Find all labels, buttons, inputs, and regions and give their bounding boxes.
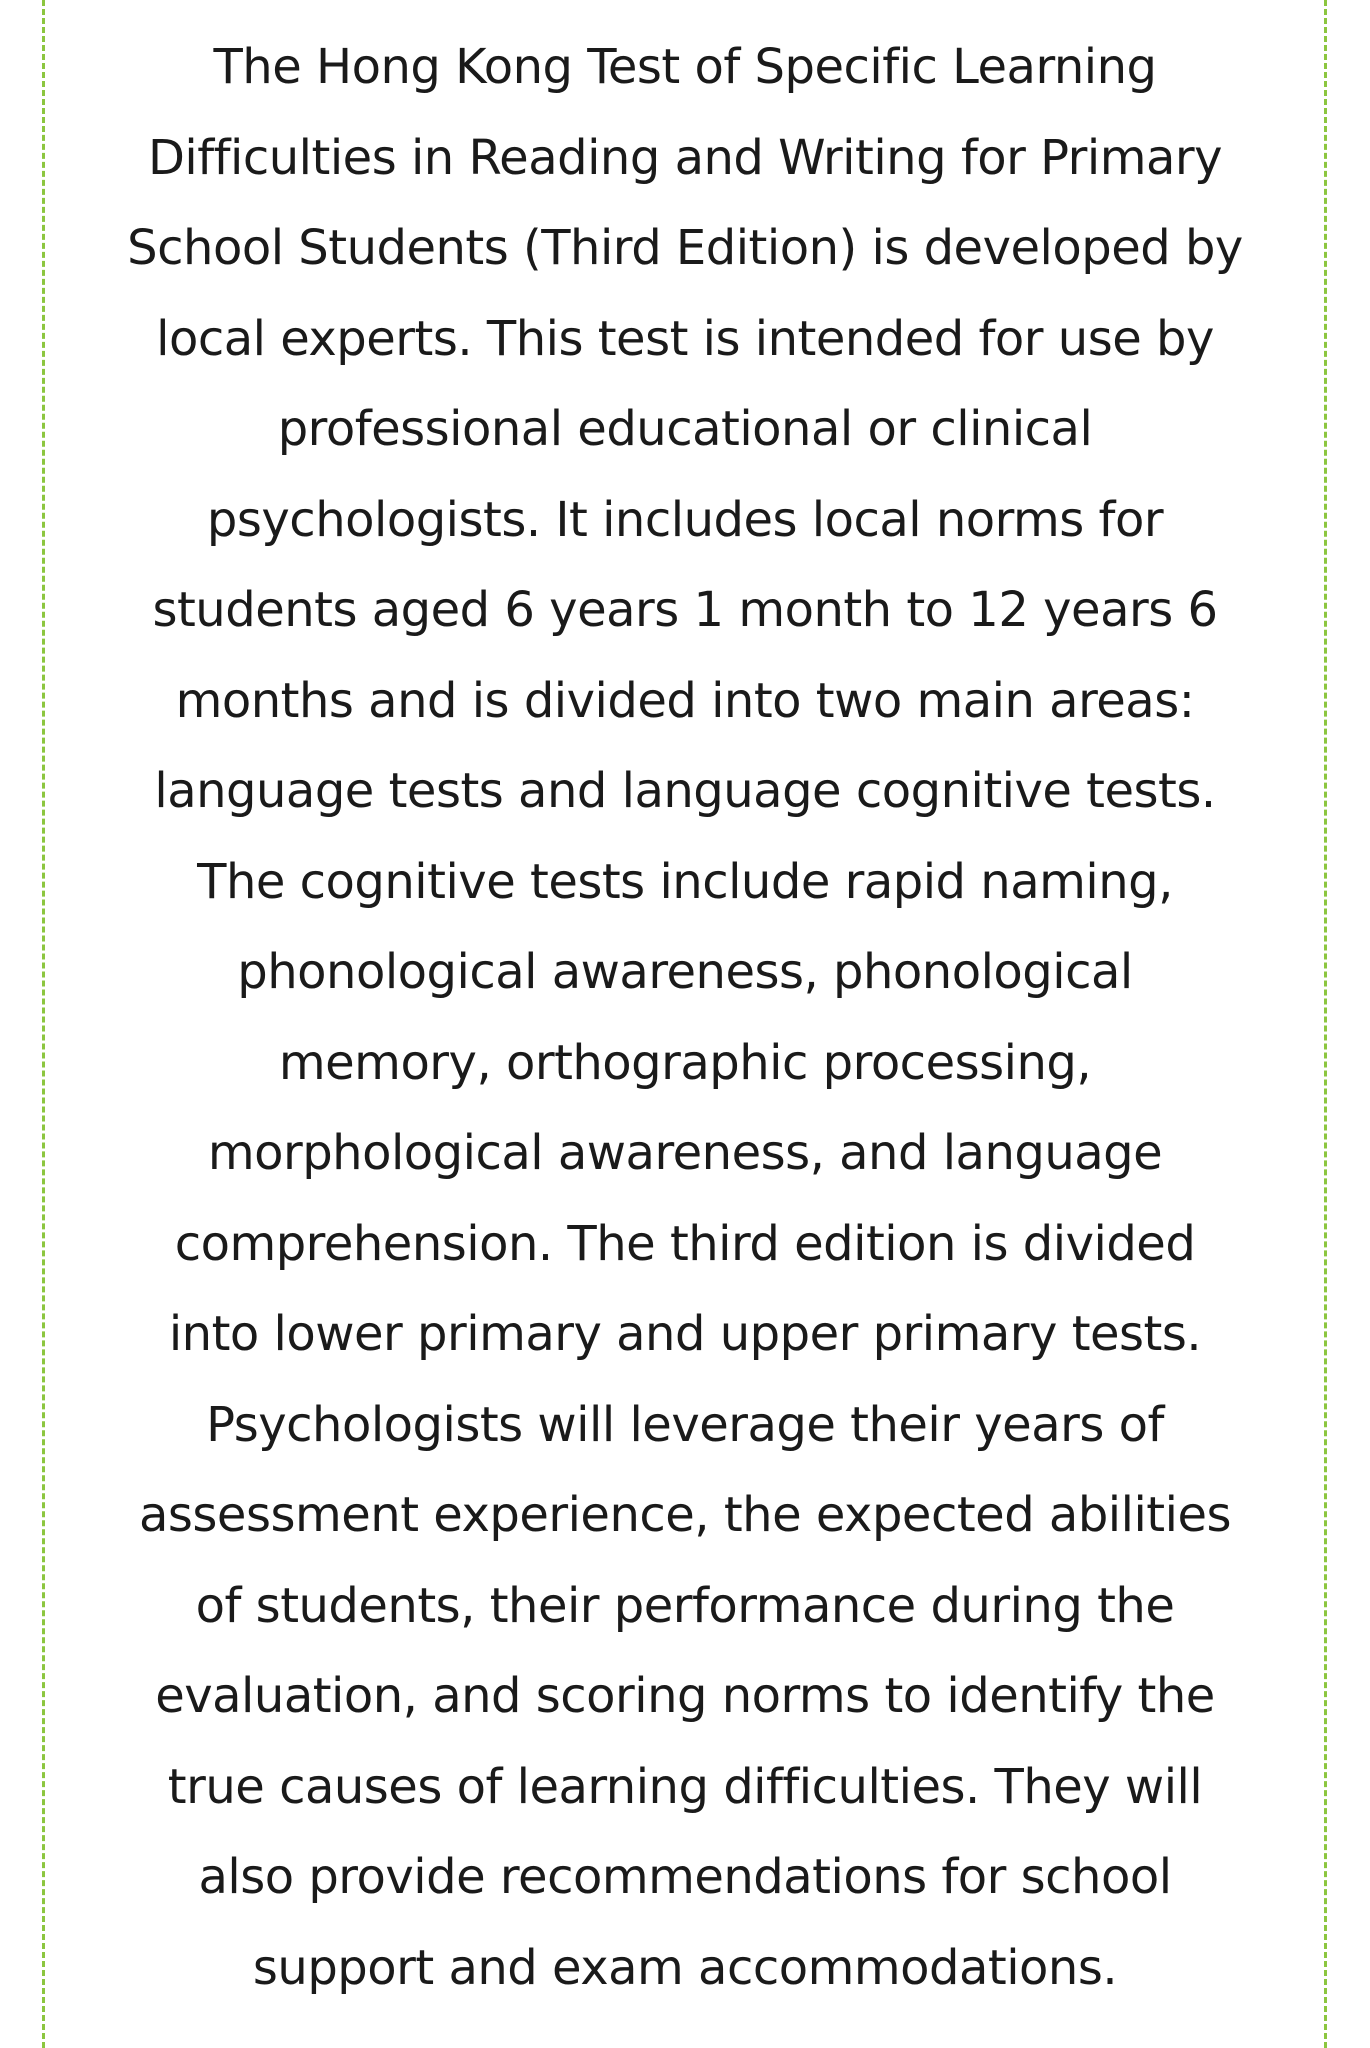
left-dashed-border [42, 0, 45, 2048]
text-line: The cognitive tests include rapid naming, [197, 853, 1173, 910]
description-paragraph [70, 22, 1300, 2013]
text-line: students aged 6 years 1 month to 12 years 6 [152, 582, 1218, 638]
text-line: comprehension. The third edition is divided [174, 1215, 1196, 1272]
text-line: local experts. This test is intended for use by [156, 310, 1214, 367]
text-line: assessment experience, the expected abilities [139, 1487, 1231, 1543]
text-line: professional educational or clinical [277, 401, 1093, 457]
text-line: into lower primary and upper primary tests. [168, 1306, 1202, 1362]
text-line: support and exam accommodations. [252, 1939, 1118, 1996]
text-line: also provide recommendations for school [198, 1849, 1172, 1905]
text-line: psychologists. It includes local norms for [206, 491, 1164, 548]
text-line: phonological awareness, phonological [237, 944, 1133, 1000]
text-line: memory, orthographic processing, [278, 1034, 1092, 1091]
text-line: true causes of learning difficulties. They will [167, 1758, 1203, 1815]
text-line: The Hong Kong Test of Specific Learning [213, 39, 1157, 95]
text-line: Psychologists will leverage their years of [206, 1396, 1164, 1453]
right-dashed-border [1324, 0, 1327, 2048]
text-line: morphological awareness, and language [207, 1125, 1163, 1181]
text-line: School Students (Third Edition) is developed by [127, 220, 1243, 276]
text-line: Difficulties in Reading and Writing for Primary [147, 129, 1223, 186]
text-line: of students, their performance during the [195, 1577, 1175, 1634]
text-line: language tests and language cognitive tests. [154, 763, 1216, 819]
text-line: months and is divided into two main areas: [175, 672, 1195, 729]
text-line: evaluation, and scoring norms to identify the [155, 1668, 1215, 1724]
